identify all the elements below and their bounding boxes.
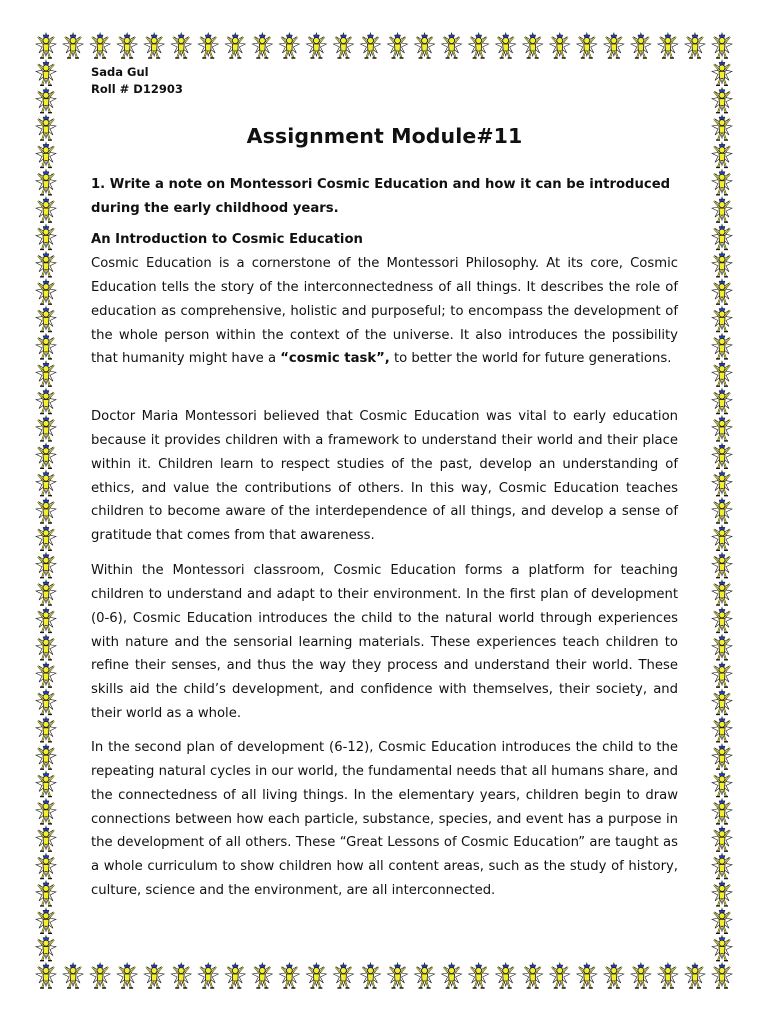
cheering-figure-icon [36, 799, 56, 824]
author-block [91, 64, 183, 98]
cheering-figure-icon [36, 88, 56, 113]
cheering-figure-icon [712, 197, 732, 222]
paragraph-3: Within the Montessori classroom, Cosmic Education forms a platform for teaching children to understand and adapt to their environment. In the first plan of development (0-6), Cosmic Education introduces the child to the natural world through experiences with nature and the sensorial learning materials. These experiences teach children to refine their senses, and thus the way they process and understand their world. These skills aid the child’s development, and confidence with themselves, their society, and their world as a whole. [91, 563, 678, 722]
cheering-figure-icon [685, 963, 705, 988]
cheering-figure-icon [36, 881, 56, 906]
cheering-figure-icon [712, 580, 732, 605]
cheering-figure-icon [712, 115, 732, 140]
cheering-figure-icon [36, 60, 56, 85]
cheering-figure-icon [36, 142, 56, 167]
roll-number: Roll # D12903 [91, 82, 183, 96]
paragraph-2: Doctor Maria Montessori believed that Cosmic Education was vital to early education because it provides children with a framework to understand their world and their place within it. Children learn to respect studies of the past, develop an understanding of ethics, and value the contributions of others. In this way, Cosmic Education teaches children to become aware of the interdependence of all things, and develop a sense of gratitude that comes from that awareness. [91, 409, 678, 544]
cheering-figure-icon [36, 908, 56, 933]
paragraph-1: Cosmic Education is a cornerstone of the Montessori Philosophy. At its core, Cosmic Education tells the story of the interconnectedness of all things. It describes the role of education as comprehensive, holistic and purposeful; to encompass the development of the whole person within the context of the universe. It also introduces the possibility that humanity might have a “cosmic task”, to better the world for future generations. [91, 256, 678, 367]
cheering-figure-icon [36, 854, 56, 879]
cheering-figure-icon [36, 580, 56, 605]
cheering-figure-icon [712, 689, 732, 714]
cheering-figure-icon [712, 553, 732, 578]
cheering-figure-icon [712, 416, 732, 441]
cheering-figure-icon [712, 170, 732, 195]
cheering-figure-icon [36, 717, 56, 742]
page-title: Assignment Module#11 [246, 124, 523, 148]
cheering-figure-icon [36, 553, 56, 578]
cheering-figure-icon [36, 170, 56, 195]
cheering-figure-icon [712, 607, 732, 632]
cheering-figure-icon [712, 279, 732, 304]
cheering-figure-icon [712, 963, 732, 988]
cheering-figure-icon [36, 307, 56, 332]
cheering-figure-icon [712, 799, 732, 824]
cheering-figure-icon [712, 60, 732, 85]
cheering-figure-icon [712, 662, 732, 687]
cheering-figure-icon [36, 772, 56, 797]
document-page [91, 0, 678, 1024]
question-text: 1. Write a note on Montessori Cosmic Education and how it can be introduced during the early childhood years. [91, 177, 671, 216]
cheering-figure-icon [712, 361, 732, 386]
cheering-figure-icon [712, 471, 732, 496]
cheering-figure-icon [712, 772, 732, 797]
cheering-figure-icon [36, 744, 56, 769]
cheering-figure-icon [712, 142, 732, 167]
cheering-figure-icon [36, 662, 56, 687]
cheering-figure-icon [712, 826, 732, 851]
cheering-figure-icon [712, 252, 732, 277]
cheering-figure-icon [36, 334, 56, 359]
cheering-figure-icon [36, 471, 56, 496]
cheering-figure-icon [685, 33, 705, 58]
cheering-figure-icon [712, 525, 732, 550]
cheering-figure-icon [712, 88, 732, 113]
cheering-figure-icon [712, 498, 732, 523]
cheering-figure-icon [36, 635, 56, 660]
cheering-figure-icon [36, 936, 56, 961]
cheering-figure-icon [712, 881, 732, 906]
cheering-figure-icon [712, 224, 732, 249]
cheering-figure-icon [712, 908, 732, 933]
cheering-figure-icon [36, 607, 56, 632]
cheering-figure-icon [36, 525, 56, 550]
cheering-figure-icon [63, 33, 83, 58]
cheering-figure-icon [712, 334, 732, 359]
cheering-figure-icon [36, 689, 56, 714]
cheering-figure-icon [36, 389, 56, 414]
emphasis-cosmic-task: “cosmic task”, [280, 351, 390, 367]
cheering-figure-icon [36, 115, 56, 140]
paragraph-4: In the second plan of development (6-12), Cosmic Education introduces the child to the repeating natural cycles in our world, the fundamental needs that all humans share, and the connectedness of all living things. In the elementary years, children begin to draw connections between how each particle, substance, species, and event has a purpose in the development of all others. These “Great Lessons of Cosmic Education” are taught as a whole curriculum to show children how all content areas, such as the study of history, culture, science and the environment, are all interconnected. [91, 740, 678, 899]
cheering-figure-icon [36, 498, 56, 523]
cheering-figure-icon [712, 854, 732, 879]
cheering-figure-icon [712, 635, 732, 660]
cheering-figure-icon [36, 197, 56, 222]
cheering-figure-icon [712, 307, 732, 332]
cheering-figure-icon [712, 936, 732, 961]
cheering-figure-icon [36, 279, 56, 304]
cheering-figure-icon [36, 361, 56, 386]
cheering-figure-icon [36, 416, 56, 441]
cheering-figure-icon [36, 252, 56, 277]
cheering-figure-icon [63, 963, 83, 988]
cheering-figure-icon [712, 443, 732, 468]
cheering-figure-icon [712, 33, 732, 58]
cheering-figure-icon [712, 717, 732, 742]
author-name: Sada Gul [91, 65, 149, 79]
cheering-figure-icon [36, 224, 56, 249]
cheering-figure-icon [712, 744, 732, 769]
section-heading: An Introduction to Cosmic Education [91, 232, 363, 247]
cheering-figure-icon [36, 826, 56, 851]
cheering-figure-icon [712, 389, 732, 414]
cheering-figure-icon [36, 963, 56, 988]
cheering-figure-icon [36, 443, 56, 468]
cheering-figure-icon [36, 33, 56, 58]
